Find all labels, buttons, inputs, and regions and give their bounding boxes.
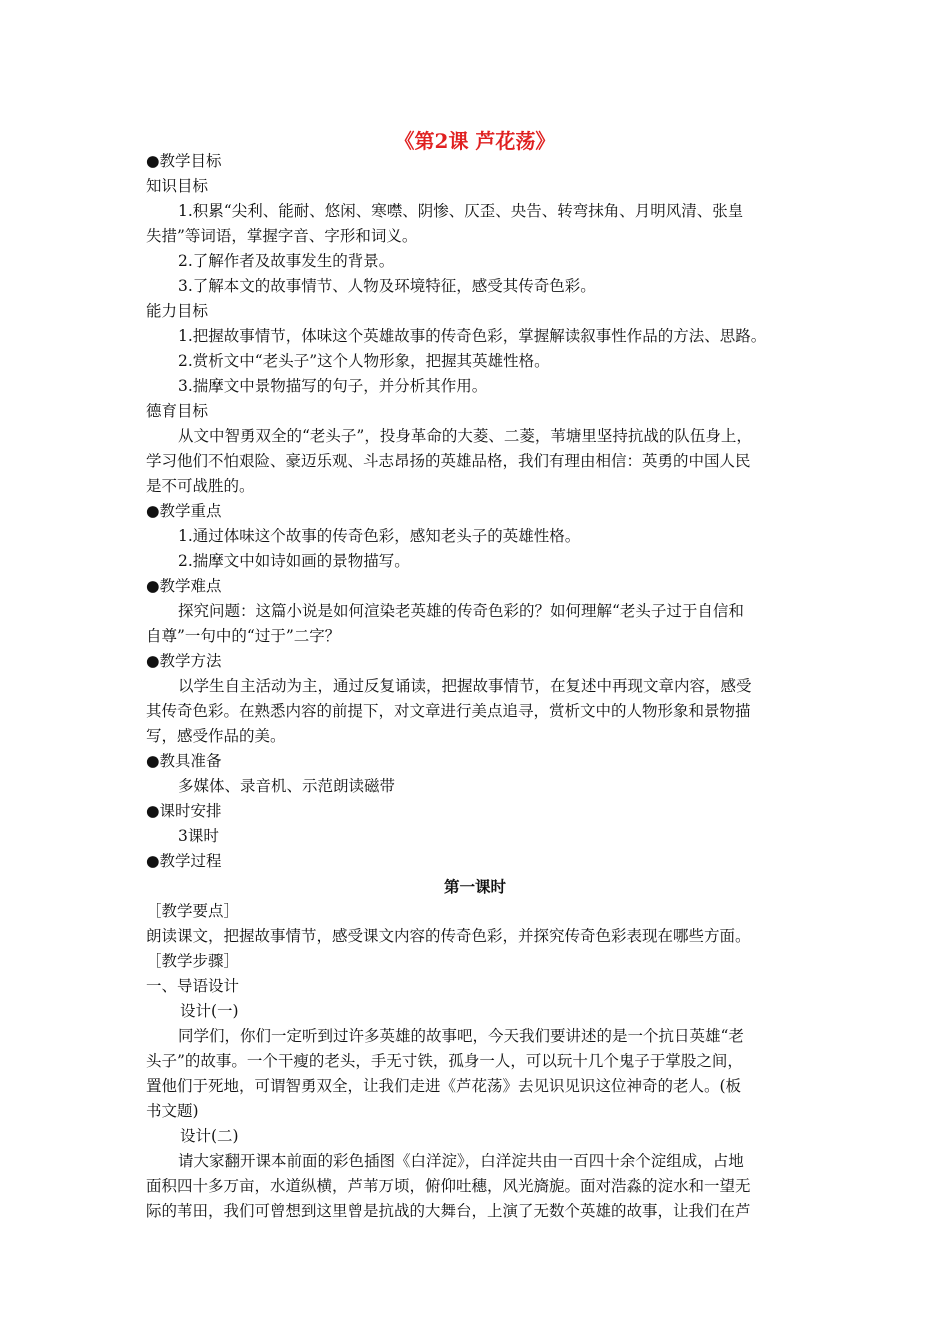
text-line: 面积四十多万亩，水道纵横，芦苇万顷，俯仰吐穗，风光旖旎。面对浩淼的淀水和一望无 <box>146 1177 751 1195</box>
section-heading: ●教学重点 <box>146 502 222 520</box>
text-line: 置他们于死地，可谓智勇双全，让我们走进《芦花荡》去见识见识这位神奇的老人。(板 <box>146 1077 742 1095</box>
text-line: 3.揣摩文中景物描写的句子，并分析其作用。 <box>178 377 488 395</box>
text-line: 其传奇色彩。在熟悉内容的前提下，对文章进行美点追寻，赏析文中的人物形象和景物描 <box>146 702 751 720</box>
text-line: 失措”等词语，掌握字音、字形和词义。 <box>146 227 418 245</box>
text-line: 多媒体、录音机、示范朗读磁带 <box>178 777 396 795</box>
lesson-title: 《第2课 芦花荡》 <box>394 129 556 153</box>
text-line: 3课时 <box>178 827 219 845</box>
lesson-period-heading: 第一课时 <box>443 877 506 896</box>
section-heading: ●教具准备 <box>146 752 222 770</box>
text-line: 书文题) <box>146 1102 199 1120</box>
text-line: 同学们，你们一定听到过许多英雄的故事吧，今天我们要讲述的是一个抗日英雄“老 <box>178 1027 744 1045</box>
text-line: 1.积累“尖利、能耐、悠闲、寒噤、阴惨、仄歪、央告、转弯抹角、月明风清、张皇 <box>178 202 744 220</box>
text-line: 探究问题：这篇小说是如何渲染老英雄的传奇色彩的？如何理解“老头子过于自信和 <box>178 602 744 620</box>
text-line: 从文中智勇双全的“老头子”，投身革命的大菱、二菱，苇塘里坚持抗战的队伍身上， <box>178 427 752 445</box>
text-line: 1.把握故事情节，体味这个英雄故事的传奇色彩，掌握解读叙事性作品的方法、思路。 <box>178 327 767 345</box>
section-heading: ●教学难点 <box>146 577 222 595</box>
subsection-heading: 知识目标 <box>146 177 209 195</box>
text-line: 以学生自主活动为主，通过反复诵读，把握故事情节，在复述中再现文章内容，感受 <box>178 677 752 695</box>
subsection-heading: ［教学要点］ <box>146 902 240 920</box>
section-heading: ●课时安排 <box>146 802 222 820</box>
text-line: 是不可战胜的。 <box>146 477 255 495</box>
subsection-heading: 一、导语设计 <box>146 977 240 995</box>
text-line: 学习他们不怕艰险、豪迈乐观、斗志昂扬的英雄品格，我们有理由相信：英勇的中国人民 <box>146 452 751 470</box>
text-line: 设计(一) <box>180 1002 239 1020</box>
text-line: 2.揣摩文中如诗如画的景物描写。 <box>178 552 410 570</box>
text-line: 自尊”一句中的“过于”二字？ <box>146 627 341 645</box>
text-line: 请大家翻开课本前面的彩色插图《白洋淀》，白洋淀共由一百四十余个淀组成，占地 <box>178 1152 744 1170</box>
text-line: 设计(二) <box>180 1127 239 1145</box>
section-heading: ●教学过程 <box>146 852 222 870</box>
text-line: 2.了解作者及故事发生的背景。 <box>178 252 395 270</box>
text-line: 朗读课文，把握故事情节，感受课文内容的传奇色彩，并探究传奇色彩表现在哪些方面。 <box>146 927 751 945</box>
subsection-heading: 能力目标 <box>146 302 209 320</box>
text-line: 2.赏析文中“老头子”这个人物形象，把握其英雄性格。 <box>178 352 550 370</box>
subsection-heading: 德育目标 <box>146 402 209 420</box>
text-line: 1.通过体味这个故事的传奇色彩，感知老头子的英雄性格。 <box>178 527 581 545</box>
section-heading: ●教学目标 <box>146 152 222 170</box>
text-line: 头子”的故事。一个干瘦的老头，手无寸铁，孤身一人，可以玩十几个鬼子于掌股之间， <box>146 1052 743 1070</box>
section-heading: ●教学方法 <box>146 652 222 670</box>
text-line: 写，感受作品的美。 <box>146 727 286 745</box>
text-line: 际的苇田，我们可曾想到这里曾是抗战的大舞台，上演了无数个英雄的故事，让我们在芦 <box>146 1202 751 1220</box>
text-line: 3.了解本文的故事情节、人物及环境特征，感受其传奇色彩。 <box>178 277 596 295</box>
subsection-heading: ［教学步骤］ <box>146 952 240 970</box>
